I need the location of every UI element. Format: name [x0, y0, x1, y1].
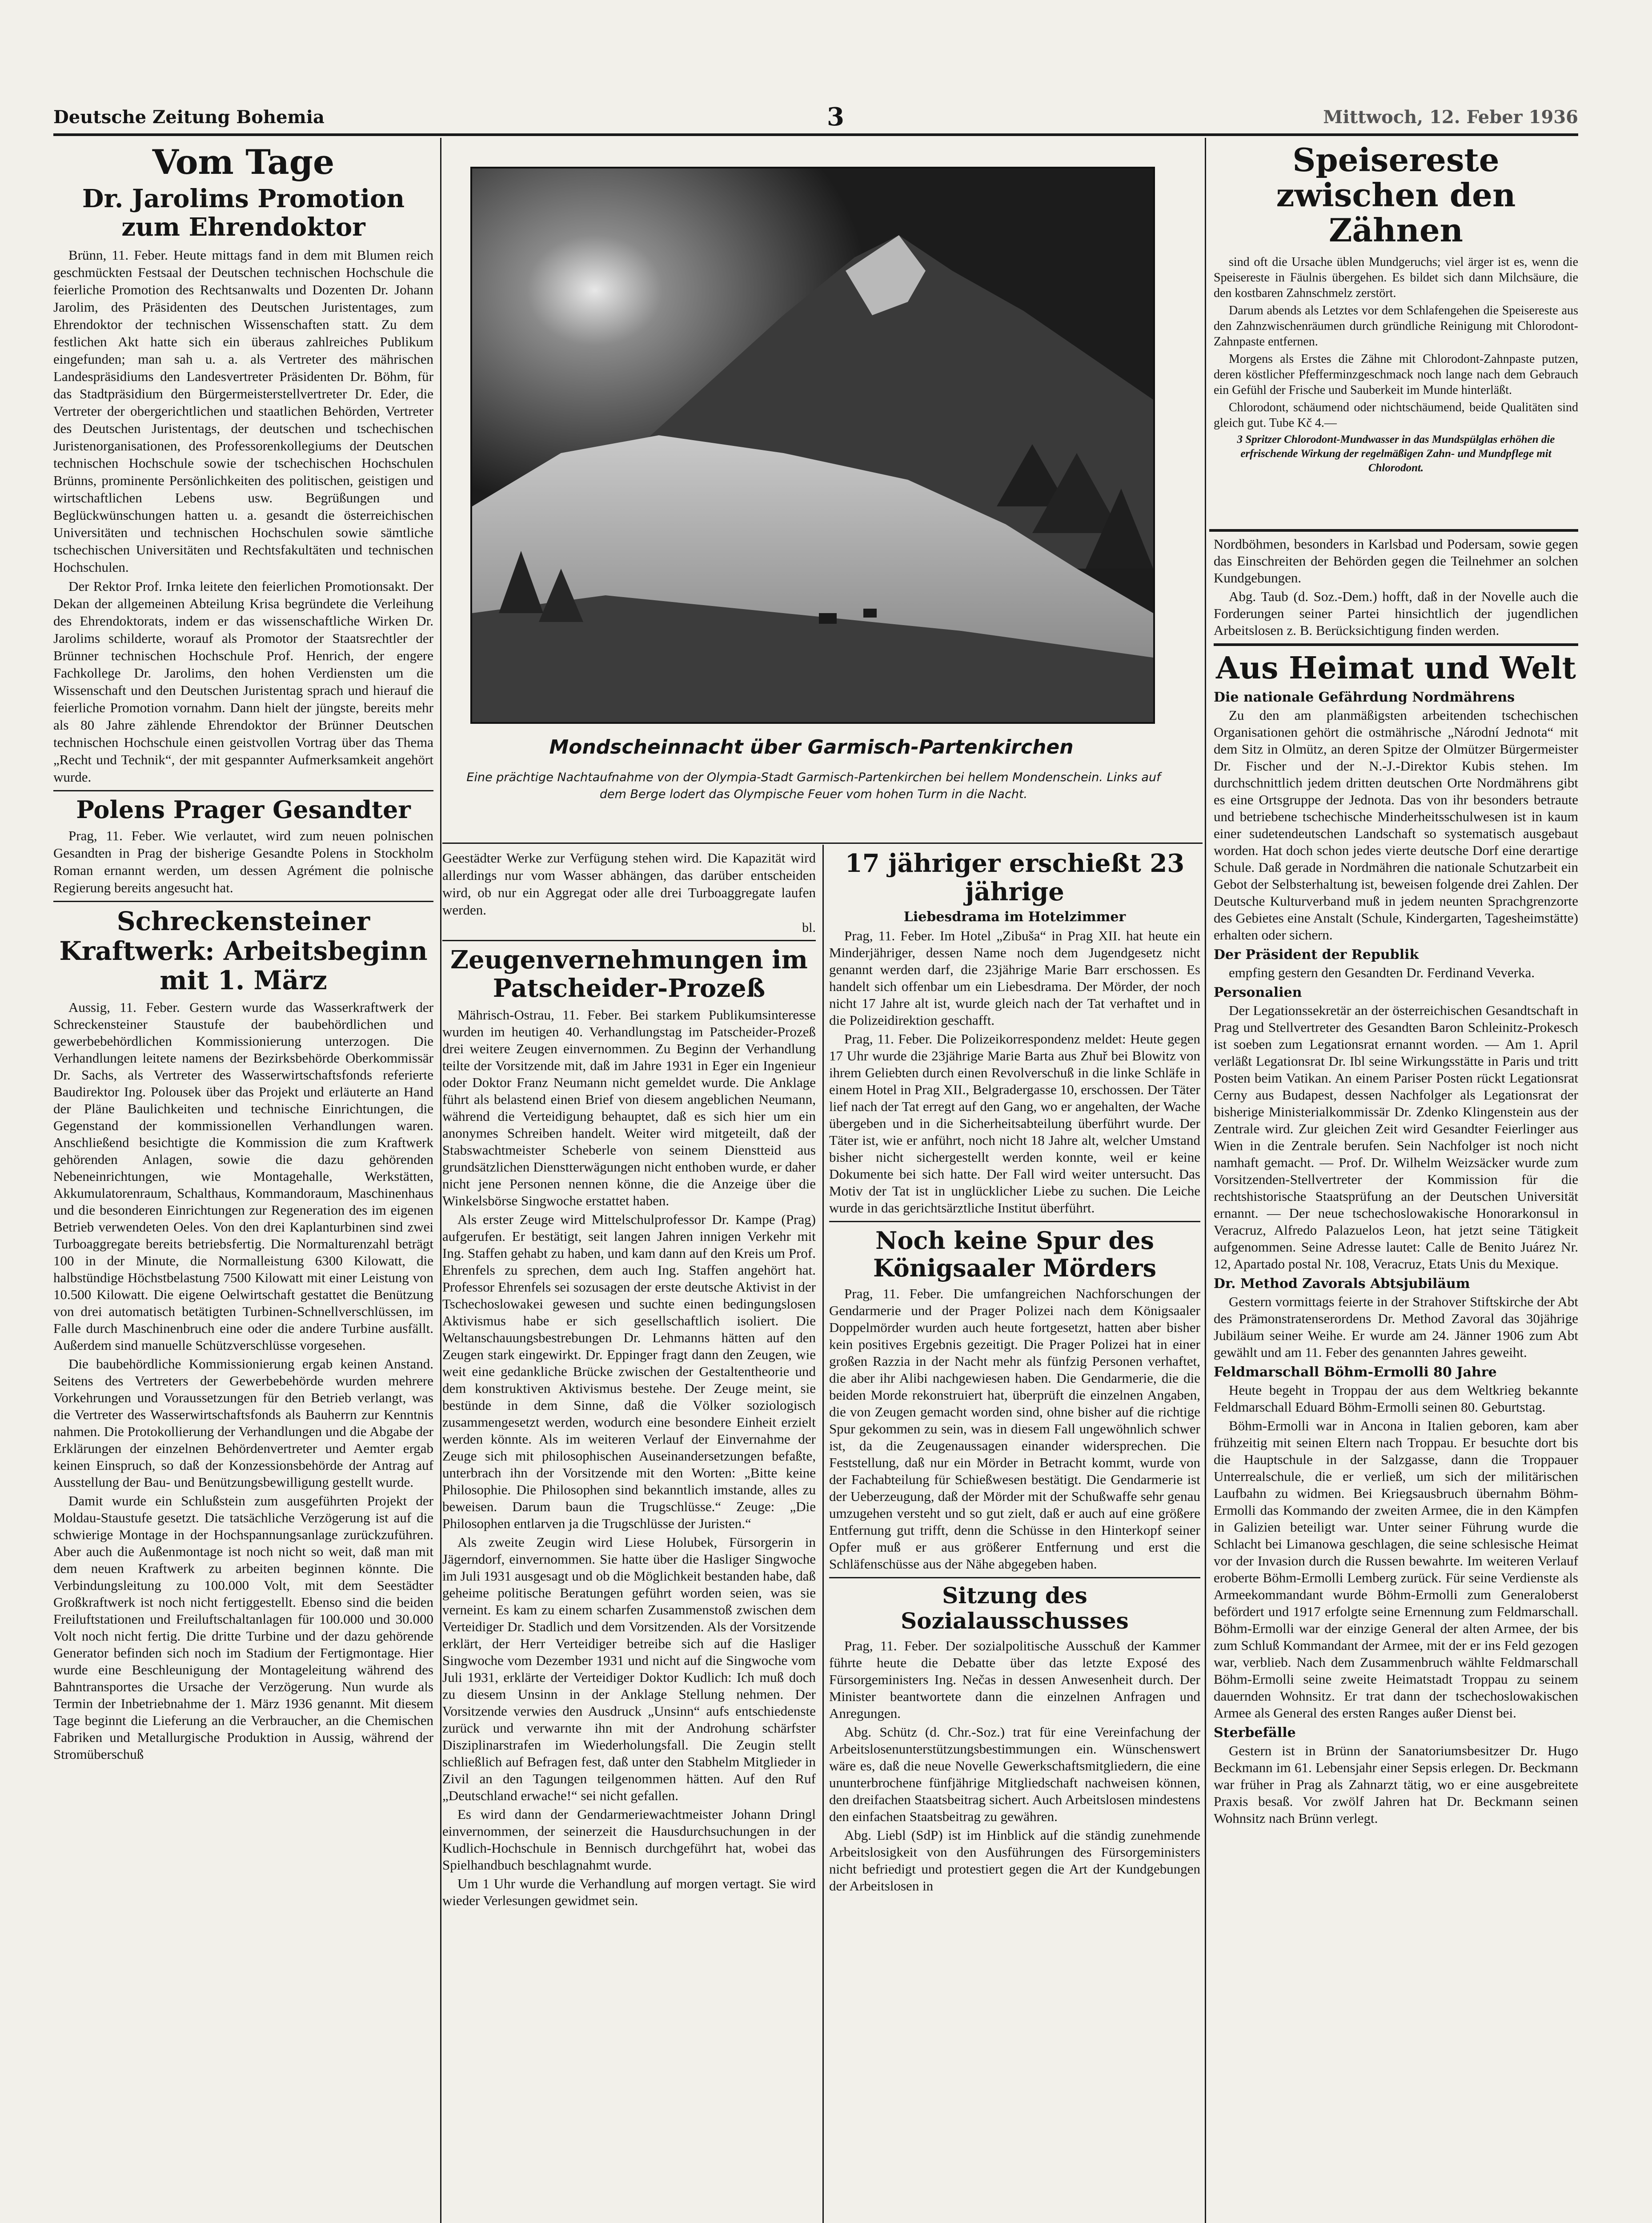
ad-paragraph: Morgens als Erstes die Zähne mit Chlorodont-Zahnpaste putzen, deren köstlicher Pfefferminzgeschmack noch lange nach dem Gebrauch ein Gefühl der Frische und Sauberkeit im Munde hinterläßt.	[1214, 352, 1578, 397]
article-paragraph: Es wird dann der Gendarmeriewachtmeister Johann Dringl einvernommen, der seinerzeit die Hausdurchsuchungen in der Kudlich-Hochschule in Bennisch durchgeführt hat, wobei das Spielhandbuch beschlagnahmt wurde.	[442, 1806, 816, 1873]
article-paragraph: Prag, 11. Feber. Wie verlautet, wird zum neuen polnischen Gesandten in Prag der bisherige Gesandte Polens in Stockholm Roman ernannt werden, um dessen Agrément die polnische Regierung bereits angesucht hat.	[53, 827, 433, 895]
article-paragraph: Prag, 11. Feber. Der sozialpolitische Ausschuß der Kammer führte heute die Debatte über das letzte Exposé des Fürsorgeministers Ing. Nečas in dessen Anwesenheit durch. Der Minister beantwortete dann die einzelnen Anfragen und Anregungen.	[829, 1637, 1200, 1721]
article-paragraph: Als erster Zeuge wird Mittelschulprofessor Dr. Kampe (Prag) aufgerufen. Er bestätigt, seit langen Jahren innigen Verkehr mit Ing. Staffen gehabt zu haben, und kam dann auf den Kreis um Prof. Ehrenfels zu sprechen, dem auch Ing. Staffen angehört hat. Professor Ehrenfels sei sozusagen der erste deutsche Aktivist in der Tschechoslowakei gewesen und suchte einen bedingungslosen Aktivismus habe er sich gesellschaftlich isoliert. Die Weltanschauungsbestrebungen Dr. Lehmanns hätten auf den Zeugen stark eingewirkt. Dr. Eppinger fragt dann den Zeugen, wie weit eine gedankliche Brücke zwischen der Gestaltentheorie und dem konstruktiven Aktivismus bestehe. Der Zeuge meint, sie bestünde in dem Sinne, daß die Völker soziologisch zusammengesetzt werden, wodurch eine besondere Einheit erzielt werden könnte. Als im weiteren Verlauf der Einvernahme der Zeuge sich mit philosophischen Auseinandersetzungen befaßte, unterbrach ihn der Vorsitzende mit den Worten: „Bitte keine Philosophie. Die Philosophen sind bekanntlich imstande, alles zu beweisen. Darum baun die Trugschlüsse.“ Zeuge: „Die Philosophen entlarven ja die Trugschlüsse der Juristen.“	[442, 1211, 816, 1531]
item-title: Der Präsident der Republik	[1214, 947, 1419, 963]
article-paragraph: Brünn, 11. Feber. Heute mittags fand in dem mit Blumen reich geschmückten Festsaal der Deutschen technischen Hochschule die feierliche Promotion des Rechtsanwalts und Dozenten Dr. Johann Jarolim, des Präsidenten des Deutschen Juristentages, zum Ehrendoktor der technischen Wissenschaften statt. Zu dem festlichen Akt hatte sich ein überaus zahlreiches Publikum eingefunden; man sah u. a. als Vertreter des mährischen Landespräsidiums den Landesvertreter Präsidenten Dr. Böhm, für das Stadtpräsidium den Bürgermeisterstellvertreter Dr. Eder, die Vertreter der obergerichtlichen und staatlichen Behörden, Vertreter des Deutschen Juristentags, der deutschen und tschechischen Juristenorganisationen, des Professorenkollegiums der Deutschen technischen Hochschule sowie der tschechischen Hochschulen Brünns, prominente Persönlichkeiten des politischen, geistigen und wirtschaftlichen Lebens usw. Begrüßungen und Beglückwünschungen hatten u. a. gesandt die österreichischen Universitäten und technischen Hochschulen sowie sämtliche tschechischen Universitäten und Rechtsfakultäten und technischen Hochschulen.	[53, 247, 433, 575]
mountain-night-photo	[472, 169, 1153, 722]
masthead-title: Deutsche Zeitung Bohemia	[53, 107, 325, 128]
continued-paragraph: Geestädter Werke zur Verfügung stehen wird. Die Kapazität wird allerdings nur vom Wasser abhängen, das darüber entscheiden wird, ob nur ein Aggregat oder alle drei Turboaggregate laufen werden.	[442, 850, 816, 918]
article-title: 17 jähriger erschießt 23 jährige	[845, 849, 1185, 907]
article-paragraph: Der Rektor Prof. Irnka leitete den feierlichen Promotionsakt. Der Dekan der allgemeinen Abteilung Krisa begründete die Verleihung des Ehrendoktorats, indem er das wissenschaftliche Wirken Dr. Jarolims schilderte, worauf als Promotor der Staatsrechtler der Brünner technischen Hochschule Prof. Henrich, der engere Fachkollege Dr. Jarolims, den hohen Verdiensten um die Wissenschaft und den Deutschen Juristentag sprach und hierauf die feierliche Promotion vornahm. Dann hielt der jüngste, bereits mehr als 80 Jahre zählende Ehrendoktor der Brünner Deutschen technischen Hochschule einen geistvollen Vortrag über das Thema „Recht und Technik“, der mit gespannter Aufmerksamkeit angehört wurde.	[53, 578, 433, 785]
article-paragraph: Prag, 11. Feber. Die Polizeikorrespondenz meldet: Heute gegen 17 Uhr wurde die 23jährige Marie Barta aus Zhuř bei Blowitz von ihrem Geliebten durch einen Revolverschuß in die linke Schläfe in einem Hotel in Prag XII., Belgradergasse 10, erschossen. Der Täter lief nach der Tat erregt auf den Gang, wo er angehalten, der Wache übergeben und in die Sicherheitsabteilung überführt wurde. Der Täter ist, wie er anführt, noch nicht 18 Jahre alt, welcher Umstand bisher nicht sichergestellt werden konnte, weil er keine Dokumente bei sich hatte. Der Fall wird weiter untersucht. Das Motiv der Tat ist in unglücklicher Liebe zu suchen. Die Leiche wurde in das gerichtsärztliche Institut überführt.	[829, 1031, 1200, 1216]
photo-bottom-rule	[442, 843, 1203, 844]
article-paragraph: Mährisch-Ostrau, 11. Feber. Bei starkem Publikumsinteresse wurden im heutigen 40. Verhandlungstag im Patscheider-Prozeß drei weitere Zeugen einvernommen. Zu Beginn der Verhandlung teilte der Vorsitzende mit, daß im Jahre 1931 in Eger ein Ingenieur oder Doktor Franz Neumann nicht gemeldet wurde. Die Anklage führt als belastend einen Brief von diesem angeblichen Neumann, während die Verteidigung behauptet, daß es sich hier um ein anonymes Schreiben handelt. Weiter wird mitgeteilt, daß der Stabswachtmeister Scheberle von seinem Dienstteid aus grundsätzlichen Dienstterwägungen nicht enthoben wurde, er daher nicht jene Personen nennen könne, die die Anzeige über die Winkelsbörse Singwoche erstattet haben.	[442, 1007, 816, 1208]
item-paragraph: Gestern ist in Brünn der Sanatoriumsbesitzer Dr. Hugo Beckmann im 61. Lebensjahr einer Sepsis erlegen. Dr. Beckmann war früher in Prag als Zahnarzt tätig, wo er eine ausgebreitete Praxis besaß. Vor zwölf Jahren hat Dr. Beckmann seinen Wohnsitz nach Brünn verlegt.	[1214, 1743, 1578, 1826]
ad-paragraph: Chlorodont, schäumend oder nichtschäumend, beide Qualitäten sind gleich gut. Tube Kč 4.—	[1214, 400, 1578, 430]
column-3	[829, 849, 1200, 2223]
article-divider	[442, 940, 816, 941]
article-paragraph: Abg. Schütz (d. Chr.-Soz.) trat für eine Vereinfachung der Arbeitslosenunterstützungsbestimmungen ein. Wünschenswert wäre es, daß die neue Novelle Gewerkschaftsmitgliedern, die eine ununterbrochene fünfjährige Mitgliedschaft nachweisen können, den dreifachen Staatsbeitrag sichert. Auch Arbeitslosen mindestens den einfachen Staatsbeitrag zu gewähren.	[829, 1724, 1200, 1824]
issue-date: Mittwoch, 12. Feber 1936	[1323, 107, 1578, 128]
item-paragraph: empfing gestern den Gesandten Dr. Ferdinand Veverka.	[1229, 965, 1535, 980]
item-title: Sterbefälle	[1214, 1725, 1296, 1741]
article-paragraph: Damit wurde ein Schlußstein zum ausgeführten Projekt der Moldau-Staustufe gesetzt. Die tatsächliche Verzögerung ist auf die schwierige Montage in der Hochspannungsanlage zurückzuführen. Aber auch die Außenmontage ist noch nicht so weit, daß man mit dem neuen Kraftwerk zu arbeiten beginnen könnte. Die Verbindungsleitung zu 100.000 Volt, mit dem Seestädter Großkraftwerk ist noch nicht fertiggestellt. Ebenso sind die beiden Freiluftstationen und Freiluftschaltanlagen für 100.000 und 30.000 Volt noch nicht fertig. Die dritte Turbine und der dazu gehörende Generator befinden sich noch im Stadium der Fertigmontage. Hier wurde eine Beschleunigung der Montageleitung während des Bahntransportes die Ursache der Verzögerung. Nun wurde als Termin der Inbetriebnahme der 1. März 1936 genannt. Mit diesem Tage beginnt die Lieferung an die Verbraucher, an die Chemischen Fabriken und Metallurgische Produktion in Aussig, während der Stromüberschuß	[53, 1493, 433, 1762]
running-head	[53, 102, 1578, 133]
article-paragraph: Die baubehördliche Kommissionierung ergab keinen Anstand. Seitens des Vertreters der Gewerbebehörde wurden mehrere Vorkehrungen und Voraussetzungen für den Betrieb verlangt, was die Vertreter des Wasserwirtschaftsfonds als Bauherrn zur Kenntnis nahmen. Die Protokollierung der Verhandlungen und die Abgabe der Erklärungen der einzelnen Behördenvertreter und Aemter ergab keinen Einspruch, so daß der Konzessionsbehörde der Antrag auf Ausstellung der Bau- und Benützungsbewilligung gestellt wurde.	[53, 1356, 433, 1490]
article-subtitle: Liebesdrama im Hotelzimmer	[903, 909, 1126, 925]
article-title: Polens Prager Gesandter	[76, 795, 411, 824]
article-title: Zeugenvernehmungen im Patscheider-Prozeß	[450, 945, 808, 1003]
article-paragraph: Prag, 11. Feber. Im Hotel „Zibuša“ in Prag XII. hat heute ein Minderjähriger, dessen Name noch dem Jugendgesetz nicht genannt werden darf, die 23jährige Marie Barr erschossen. Es handelt sich offenbar um ein Liebesdrama. Der Mörder, der noch nicht 17 Jahre alt ist, wurde gleich nach der Tat verhaftet und in die Polizeidirektion geschafft.	[829, 927, 1200, 1028]
ad-footnote: 3 Spritzer Chlorodont-Mundwasser in das Mundspülglas erhöhen die erfrischende Wirkung der regelmäßigen Zahn- und Mundpflege mit Chlorodont.	[1237, 433, 1555, 474]
section-title-vom-tage: Vom Tage	[152, 142, 335, 182]
article-paragraph: Als zweite Zeugin wird Liese Holubek, Fürsorgerin in Jägerndorf, einvernommen. Sie hatte über die Hasliger Singwoche im Juli 1931 ausgesagt und ob die Möglichkeit bestanden habe, daß geheime politische Beratungen geführt worden seien, was sie verneint. Es kam zu einem scharfen Zusammenstoß zwischen dem Verteidiger Dr. Stadlich und dem Vorsitzenden. Als der Vorsitzende erklärt, der Herr Verteidiger betreibe sich auf die Hasliger Singwoche vom Dezember 1931 und nicht auf die Singwoche vom Juli 1931, erklärte der Verteidiger Doktor Kudlich: Ich muß doch zu diesem Unsinn in der Anklage Stellung nehmen. Der Vorsitzende verwies den Ausdruck „Unsinn“ aufs entschiedenste zurück und verwarnte ihn mit der Androhung schärfster Disziplinarstrafen im Wiederholungsfall. Die Zeugin stellt schließlich auf Befragen fest, daß unter den Stabhelm Mitglieder in Zivil an den Tagungen teilgenommen hätten. Auf den Ruf „Deutschland erwache!“ sei nicht gefallen.	[442, 1534, 816, 1803]
continued-paragraph: Nordböhmen, besonders in Karlsbad und Podersam, sowie gegen das Einschreiten der Behörden gegen die Teilnehmer an solchen Kundgebungen.	[1214, 536, 1578, 586]
item-title: Dr. Method Zavorals Abtsjubiläum	[1214, 1276, 1470, 1292]
author-sign: bl.	[802, 920, 816, 935]
column-1	[53, 142, 433, 2223]
continued-paragraph: Abg. Taub (d. Soz.-Dem.) hofft, daß in der Novelle auch die Forderungen seiner Partei hinsichtlich der jugendlichen Arbeitslosen z. B. Berücksichtigung finden werden.	[1214, 589, 1578, 638]
item-paragraph: Gestern vormittags feierte in der Strahover Stiftskirche der Abt des Prämonstratenserordens Dr. Method Zavoral das 30jährige Jubiläum seiner Weihe. Er wurde am 24. Jänner 1906 zum Abt gewählt und am 11. Feber des genannten Jahres geweiht.	[1214, 1294, 1578, 1360]
article-title: Sitzung des Sozialausschusses	[901, 1582, 1129, 1634]
article-title: Noch keine Spur des Königsaaler Mörders	[873, 1226, 1156, 1282]
ad-paragraph: sind oft die Ursache üblen Mundgeruchs; viel ärger ist es, wenn die Speisereste in Fäulnis übergehen. Es bildet sich dann Milchsäure, die den kostbaren Zahnschmelz zerstört.	[1214, 255, 1578, 300]
article-paragraph: Prag, 11. Feber. Die umfangreichen Nachforschungen der Gendarmerie und der Prager Polizei nach dem Königsaaler Doppelmörder wurden auch heute fortgesetzt, hatten aber bisher kein positives Ergebnis gezeitigt. Die Prager Polizei hat in einer großen Razzia in der Nacht mehr als fünfzig Personen verhaftet, die aber ihr Alibi nachgewiesen haben. Die Gendarmerie, die die beiden Morde rekonstruiert hat, überprüft die einzelnen Angaben, die von Zeugen gemacht worden sind, ohne bisher auf die richtige Spur gekommen zu sein, was in diesem Fall ungewöhnlich schwer ist, da die Zeugenaussagen einander widersprechen. Die Feststellung, daß nur ein Mörder in Betracht kommt, wurde von der Fachabteilung für Schießwesen bestätigt. Die Gendarmerie ist der Ueberzeugung, daß der Mörder mit der Schußwaffe sehr genau umzugehen versteht und so gut zielt, daß er auch auf eine größere Entfernung gut trifft, denn die Schüsse in den Hinterkopf seiner Opfer muß er aus größerer Entfernung und erst die Schläfenschüsse aus der Nähe abgegeben haben.	[829, 1285, 1200, 1572]
page-number: 3	[827, 102, 844, 132]
article-paragraph: Aussig, 11. Feber. Gestern wurde das Wasserkraftwerk der Schreckensteiner Staustufe der baubehördlichen und gewerbebehördlichen Kommissionierung unterzogen. Die Verhandlungen leitete namens der Bezirksbehörde Oberkommissär Dr. Sachs, als Vertreter des Wasserwirtschaftsfonds referierte Baudirektor Ing. Polousek über das Projekt und erläuterte an Hand der Pläne Baulichkeiten und technische Einrichtungen, die Gegenstand der kommissionellen Verhandlungen waren. Anschließend besichtigte die Kommission die zum Kraftwerk gehörenden Anlagen, sowie die dazu gehörenden Nebeneinrichtungen, wie Montagehalle, Werkstätten, Akkumulatorenraum, Schalthaus, Kommandoraum, Maschinenhaus und die besonderen Einrichtungen zur Regeneration des im eigenen Betrieb verwendeten Oeles. Von den drei Kaplanturbinen sind zwei Turboaggregate bereits betriebsfertig. Die Normalturenzahl beträgt 100 in der Minute, die Normalleistung 6300 Kilowatt, die halbstündige Höchstbelastung 7500 Kilowatt mit einer Leistung von 10.500 Kilowatt. Die eigene Oelwirtschaft gestattet die Benützung von drei automatisch betätigten Turbinen-Schnellverschlüssen, im Falle durch Maschinenbruch eine oder die andere Turbine ausfällt. Außerdem sind manuelle Schützverschlüsse vorgesehen.	[53, 999, 433, 1353]
column-rule	[822, 845, 824, 2223]
ad-paragraph: Darum abends als Letztes vor dem Schlafengehen die Speisereste aus den Zahnzwischenräumen durch gründliche Reinigung mit Chlorodont-Zahnpaste entfernen.	[1214, 303, 1578, 349]
item-title: Die nationale Gefährdung Nordmährens	[1214, 690, 1515, 705]
ad-title: Speisereste zwischen den Zähnen	[1276, 142, 1516, 249]
item-title: Feldmarschall Böhm-Ermolli 80 Jahre	[1214, 1364, 1497, 1380]
section-title-heimat-welt: Aus Heimat und Welt	[1215, 650, 1576, 686]
column-2	[442, 849, 816, 2223]
photo-caption: Eine prächtige Nachtaufnahme von der Olympia-Stadt Garmisch-Partenkirchen bei hellem Mondenschein. Links auf dem Berge lodert das Olympische Feuer vom hohen Turm in die Nacht.	[466, 770, 1161, 801]
header-rule	[53, 133, 1578, 136]
article-divider	[829, 1577, 1200, 1578]
photo-caption-title: Mondscheinnacht über Garmisch-Partenkirchen	[549, 736, 1074, 758]
article-divider	[53, 901, 433, 902]
item-paragraph: Böhm-Ermolli war in Ancona in Italien geboren, kam aber frühzeitig mit seinen Eltern nach Troppau. Er besuchte dort bis die Hauptschule in der Salzgasse, dann die Troppauer Unterrealschule, die er verließ, um sich der militärischen Laufbahn zu widmen. Bei Kriegsausbruch übernahm Böhm-Ermolli das Kommando der zweiten Armee, die in den Kämpfen in Galizien beteiligt war. Unter seiner Führung wurde die Schlacht bei Limanowa geschlagen, die seine schlesische Heimat vor der Invasion durch die Russen bewahrte. Im weiteren Verlauf eroberte Böhm-Ermolli Lemberg zurück. Für seine Verdienste als Armeekommandant wurde Böhm-Ermolli zum Generaloberst befördert und 1917 erfolgte seine Ernennung zum Feldmarschall. Böhm-Ermolli war der einzige General der alten Armee, der bis zum Schluß Kommandant der Armee, mit der er ins Feld gezogen war, verblieb. Nach dem Zusammenbruch wählte Feldmarschall Böhm-Ermolli seine zweite Heimatstadt Troppau zu seinem dauernden Wohnsitz. Er trat dann der tschechoslowakischen Armee als General des ersten Ranges außer Dienst bei.	[1214, 1418, 1578, 1721]
chlorodont-advertisement	[1214, 142, 1578, 525]
photo-garmisch-moonlight	[470, 167, 1155, 724]
column-4	[1214, 536, 1578, 2223]
item-paragraph: Zu den am planmäßigsten arbeitenden tschechischen Organisationen gehört die ostmährische „Národní Jednota“ mit dem Sitz in Olmütz, an deren Spitze der Olmützer Bürgermeister Dr. Fischer und der N.-J.-Direktor Kubis stehen. Im durchschnittlich jedem dritten deutschen Orte Nordmährens gibt es eine Ortsgruppe der Jednota. Das von ihr besonders betraute und betriebene tschechische Minderheitsschulwesen ist in kaum einer sudetendeutschen Landschaft so systematisch ausgebaut worden. Hat doch schon jedes vierte deutsche Dorf eine derartige Schule. Daß gerade in Nordmähren die nationale Schutzarbeit ein Gebot der Selbsterhaltung ist, beweisen folgende drei Zahlen. Der Deutsche Kulturverband muß in jedem neunten Sprachgrenzorte des Gebietes eine Anstalt (Schule, Kindergarten, Tagesheimstätte) erhalten oder sichern.	[1214, 707, 1578, 943]
article-title: Dr. Jarolims Promotion zum Ehrendoktor	[82, 184, 405, 242]
ad-bottom-rule	[1209, 529, 1578, 532]
item-paragraph: Heute begeht in Troppau der aus dem Weltkrieg bekannte Feldmarschall Eduard Böhm-Ermolli seinen 80. Geburtstag.	[1214, 1382, 1578, 1415]
article-title: Schreckensteiner Kraftwerk: Arbeitsbeginn mit 1. März	[59, 906, 428, 996]
column-rule	[1205, 138, 1206, 2223]
item-paragraph: Der Legationssekretär an der österreichischen Gesandtschaft in Prag und Stellvertreter des Gesandten Baron Schleinitz-Prokesch ist soeben zum Legationsrat ernannt worden. — Am 1. April verläßt Legationsrat Dr. Ibl seine Wirkungsstätte in Paris und tritt Posten beim Vatikan. An einem Pariser Posten rückt Legationsrat Cerny aus Budapest, dessen Nachfolger als Legationsrat der bisherige Ministerialkommissär Dr. Zdenko Klingenstein aus der Zentrale wird. Zur gleichen Zeit wird Gesandter Feierlinger aus Wien in die Zentrale berufen. Sein Nachfolger ist noch nicht namhaft gemacht. — Prof. Dr. Wilhelm Weizsäcker wurde zum Vorsitzenden-Stellvertreter der Kommission für die rechtshistorische Staatsprüfung an der Deutschen Universität ernannt. — Der neue tschechoslowakische Honorarkonsul in Veracruz, Alfredo Palazuelos Leon, hat jetzt seine Tätigkeit aufgenommen. Seine Adresse lautet: Calle de Benito Juárez Nr. 12, Apartado postal Nr. 108, Veracruz, Etats Unis du Mexique.	[1214, 1003, 1578, 1272]
article-divider	[53, 790, 433, 791]
article-paragraph: Um 1 Uhr wurde die Verhandlung auf morgen vertagt. Sie wird wieder Verlesungen gewidmet sein.	[442, 1875, 816, 1908]
column-rule	[440, 138, 441, 2223]
article-paragraph: Abg. Liebl (SdP) ist im Hinblick auf die ständig zunehmende Arbeitslosigkeit von den Ausführungen des Fürsorgeministers nicht befriedigt und protestiert gegen die Art der Kundgebungen der Arbeitslosen in	[829, 1827, 1200, 1894]
item-title: Personalien	[1214, 985, 1302, 1000]
section-divider	[1214, 643, 1578, 646]
article-divider	[829, 1221, 1200, 1222]
